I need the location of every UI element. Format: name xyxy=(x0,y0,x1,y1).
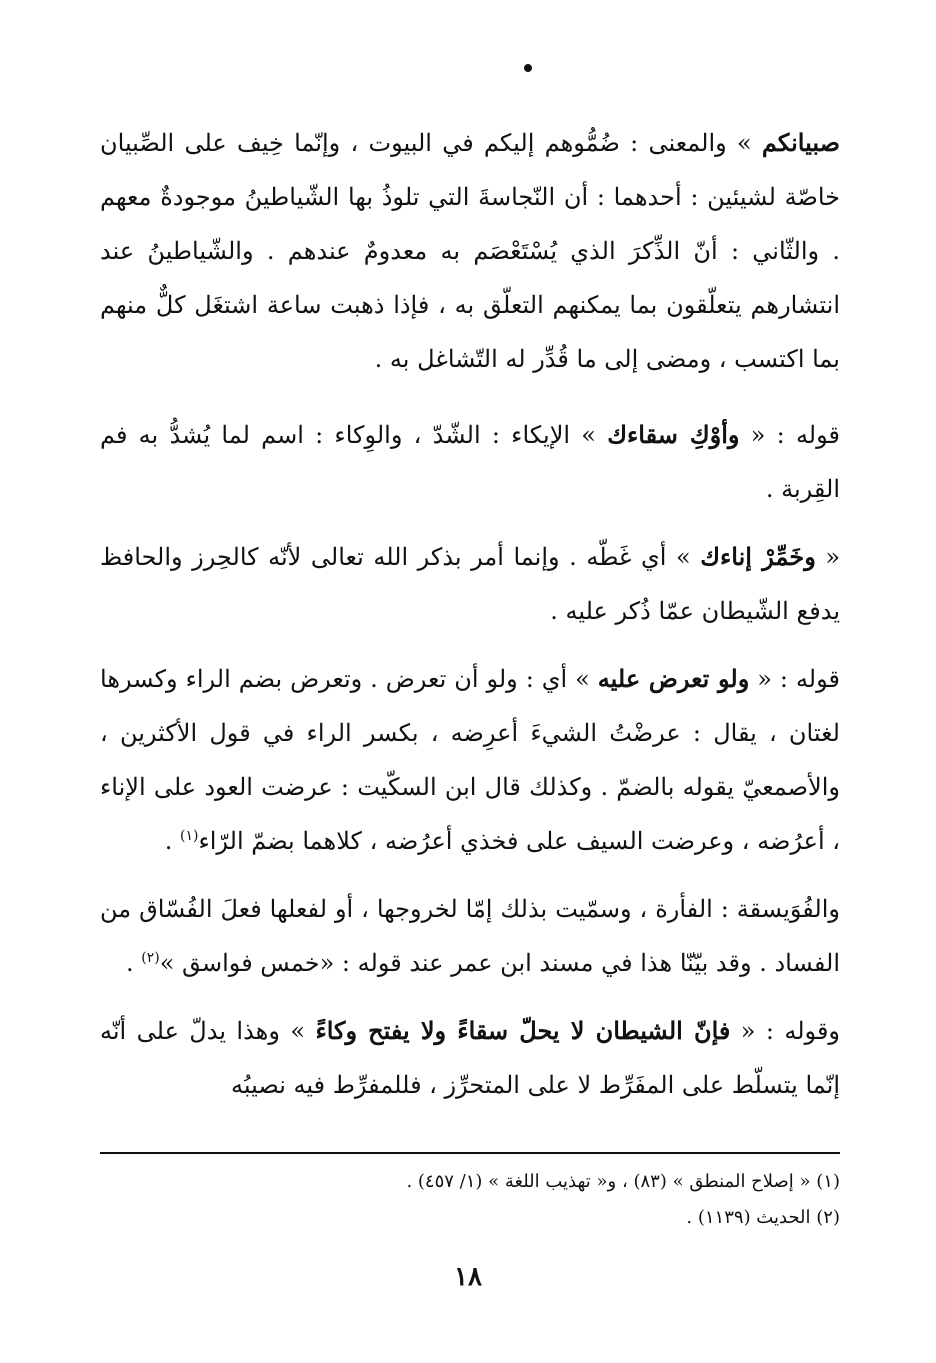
paragraph-prefix: وقوله : « xyxy=(730,1017,841,1045)
quote-close: » xyxy=(726,129,762,157)
page-top-mark xyxy=(524,64,532,72)
paragraph-text: » أي : ولو أن تعرض . وتعرض بضم الراء وكسرها لغتان ، يقال : عرضْتُ الشيءَ أعرِضه ، بكسر الراء في قول الأكثرين ، والأصمعيّ يقوله بالضمّ . وكذلك قال ابن السكّيت : عرضت العود على الإناء ، أعرُضه ، وعرضت السيف على فخذي أعرُضه ، كلاهما بضمّ الرّاء xyxy=(100,665,840,855)
quoted-term: فإنّ الشيطان لا يحلّ سقاءً ولا يفتح وكاءً xyxy=(315,1016,731,1045)
page-number: ١٨ xyxy=(454,1262,482,1292)
paragraph-1 xyxy=(100,116,840,386)
quoted-term: ولو تعرض عليه xyxy=(597,664,750,693)
paragraph-tail: . xyxy=(125,949,142,977)
paragraph-6 xyxy=(100,1004,840,1112)
paragraph-text: والفُوَيسقة : الفأرة ، وسمّيت بذلك إمّا لخروجها ، أو لفعلها فعلَ الفُسّاق من الفساد . وقد بيّنّا هذا في مسند ابن عمر عند قوله : «خمس فواسق » xyxy=(100,895,840,977)
paragraph-text: » وهذا يدلّ على أنّه إنّما يتسلّط على المفَرِّط لا على المتحرِّز ، فللمفرِّط فيه نصيبُه xyxy=(100,1017,840,1099)
paragraph-text: » الإيكاء : الشّدّ ، والوِكاء : اسم لما يُشدُّ به فم القِربة . xyxy=(100,421,840,503)
quoted-term: صبيانكم xyxy=(761,128,840,157)
paragraph-prefix: « xyxy=(815,543,841,571)
footnote-reference[interactable]: (١) xyxy=(180,828,199,844)
paragraph-text: » أي غَطّه . وإنما أمر بذكر الله تعالى لأنّه كالحِرز والحافظ يدفع الشّيطان عمّا ذُكر عليه . xyxy=(100,543,840,625)
paragraph-tail: . xyxy=(164,827,180,855)
paragraph-prefix: قوله : « xyxy=(739,421,840,449)
footnote-2: (٢) الحديث (١١٣٩) . xyxy=(686,1207,840,1228)
quoted-term: وأوْكِ سقاءك xyxy=(607,420,740,449)
main-text xyxy=(100,116,840,1126)
paragraph-3 xyxy=(100,530,840,638)
footnote-1: (١) « إصلاح المنطق » (٨٣) ، و« تهذيب اللغة » (١/ ٤٥٧) . xyxy=(406,1171,840,1192)
footnote-separator xyxy=(100,1152,840,1154)
paragraph-4 xyxy=(100,652,840,868)
paragraph-prefix: قوله : « xyxy=(749,665,840,693)
footnote-reference[interactable]: (٢) xyxy=(141,950,160,966)
paragraph-text: والمعنى : ضُمُّوهم إليكم في البيوت ، وإنّما خِيف على الصِّبيان خاصّة لشيئين : أحدهما : أن النّجاسةَ التي تلوذُ بها الشّياطينُ موجودةٌ معهم . والثّاني : أنّ الذِّكرَ الذي يُسْتَعْصَم به معدومٌ عندهم . والشّياطينُ عند انتشارهم يتعلّقون بما يمكنهم التعلّق به ، فإذا ذهبت ساعة اشتغَل كلٌّ منهم بما اكتسب ، ومضى إلى ما قُدِّر له التّشاغل به . xyxy=(100,129,840,373)
quoted-term: وخَمِّرْ إناءك xyxy=(700,542,816,571)
paragraph-5 xyxy=(100,882,840,990)
paragraph-2 xyxy=(100,408,840,516)
footnotes xyxy=(100,1164,840,1236)
